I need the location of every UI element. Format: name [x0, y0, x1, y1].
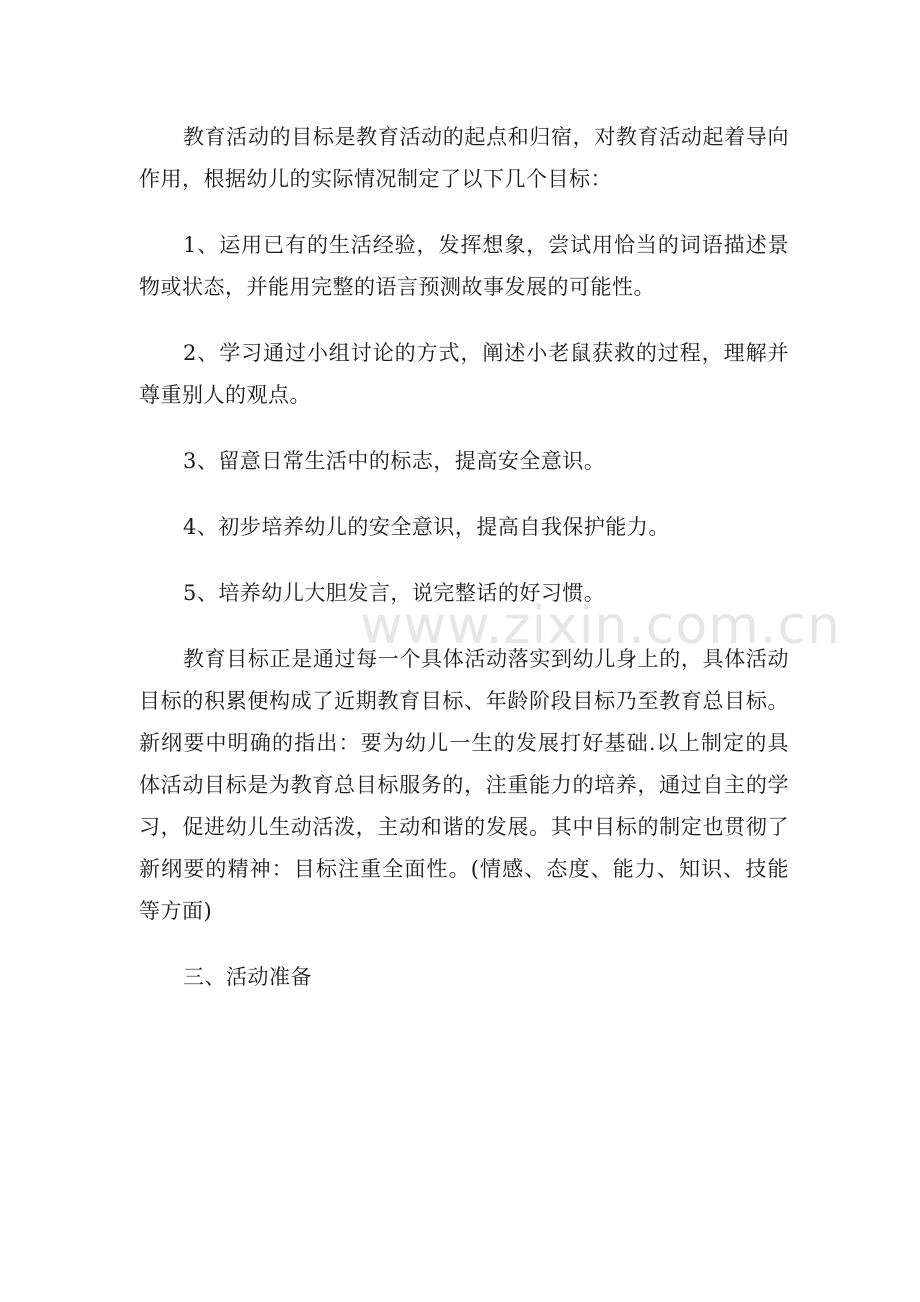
goal-item-1: 1、运用已有的生活经验，发挥想象，尝试用恰当的词语描述景物或状态，并能用完整的语言预测故事发展的可能性。	[139, 233, 789, 299]
watermark: www.zixin.com.cn	[360, 596, 841, 656]
section-heading: 三、活动准备	[183, 965, 312, 989]
goal-item-4: 4、初步培养幼儿的安全意识，提高自我保护能力。	[183, 515, 670, 539]
intro-paragraph: 教育活动的目标是教育活动的起点和归宿，对教育活动起着导向作用，根据幼儿的实际情况制定了以下几个目标：	[139, 125, 789, 191]
goal-item-5: 5、培养幼儿大胆发言，说完整话的好习惯。	[183, 581, 606, 605]
document-body	[139, 116, 789, 1022]
goal-item-3: 3、留意日常生活中的标志，提高安全意识。	[183, 449, 606, 473]
goal-item-2: 2、学习通过小组讨论的方式，阐述小老鼠获救的过程，理解并尊重别人的观点。	[139, 341, 789, 407]
explanation-paragraph: 教育目标正是通过每一个具体活动落实到幼儿身上的，具体活动目标的积累便构成了近期教育目标、年龄阶段目标乃至教育总目标。新纲要中明确的指出：要为幼儿一生的发展打好基础.以上制定的具体活动目标是为教育总目标服务的，注重能力的培养，通过自主的学习，促进幼儿生动活泼，主动和谐的发展。其中目标的制定也贯彻了新纲要的精神：目标注重全面性。(情感、态度、能力、知识、技能等方面)	[139, 647, 789, 923]
